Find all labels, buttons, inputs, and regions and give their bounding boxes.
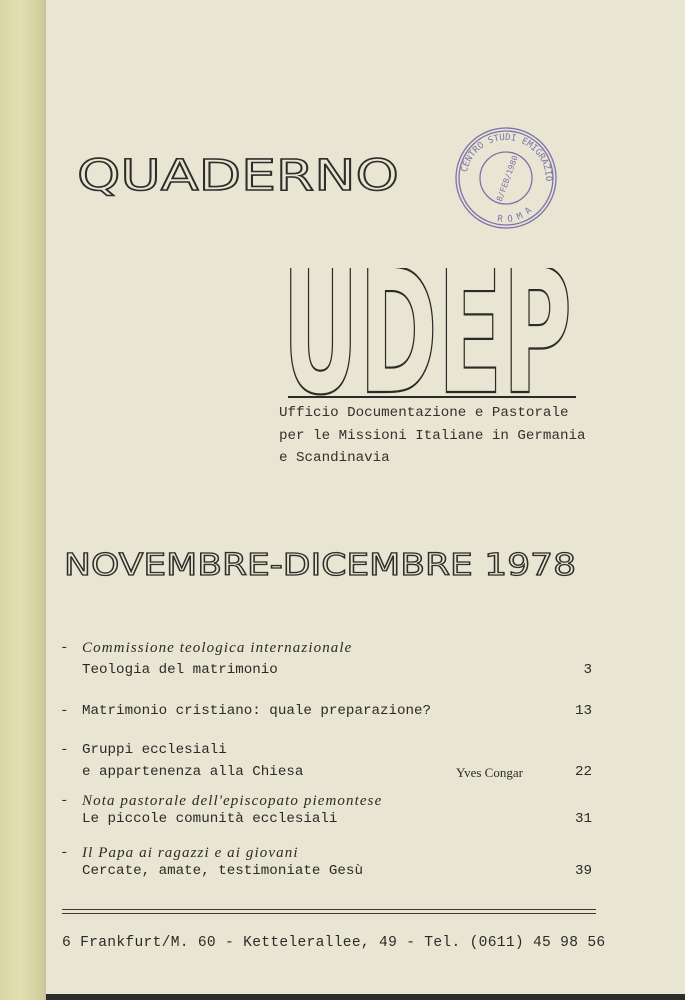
svg-text:CENTRO STUDI EMIGRAZIONE: CENTRO STUDI EMIGRAZIO [459,132,554,182]
bullet-dash: - [60,640,69,656]
divider-rule [62,913,596,914]
bullet-dash: - [60,703,69,719]
org-line-2: per le Missioni Italiane in Germania [279,427,586,444]
toc-page-number: 31 [574,811,592,827]
toc-page-number: 39 [574,863,592,879]
toc-title: Matrimonio cristiano: quale preparazione? [82,703,432,719]
quaderno-text: QUADERNO [77,151,399,200]
toc-entry [60,845,600,885]
publisher-address: 6 Frankfurt/M. 60 - Kettelerallee, 49 - Tel. (0611) 45 98 56 [62,935,606,951]
org-line-3: e Scandinavia [279,450,390,466]
library-stamp [448,122,564,234]
toc-heading: Commissione teologica internazionale [82,640,353,656]
udep-letters: UDEP [282,268,572,400]
toc-page-number: 22 [574,764,592,780]
svg-text:R O M A: R O M A [496,205,535,226]
toc-heading: Il Papa ai ragazzi e ai giovani [82,845,299,861]
organization-description [279,402,586,470]
bullet-dash: - [60,793,69,809]
toc-heading: Nota pastorale dell'episcopato piemontese [82,793,383,809]
toc-title: Teologia del matrimonio [82,662,278,678]
bullet-dash: - [60,742,69,758]
toc-entry [60,793,600,833]
toc-title: Gruppi ecclesiali [82,742,227,758]
toc-page-number: 13 [574,703,592,719]
divider-rule [62,909,596,910]
toc-page-number: 3 [583,662,592,678]
toc-entry [60,703,600,725]
issue-date-text: NOVEMBRE-DICEMBRE 1978 [64,548,576,581]
issue-date [64,545,579,581]
toc-title: Le piccole comunità ecclesiali [82,811,338,827]
svg-text:8/FEB/1980: 8/FEB/1980 [494,154,520,203]
org-line-1: Ufficio Documentazione e Pastorale [279,405,569,421]
toc-entry [60,742,600,786]
page-bottom-edge [46,994,685,1000]
udep-logo [280,268,590,400]
binding-spine [0,0,44,1000]
toc-entry [60,640,600,684]
quaderno-title [75,150,405,200]
toc-author: Yves Congar [456,765,523,780]
toc-subtitle: e appartenenza alla Chiesa [82,764,304,780]
bullet-dash: - [60,845,69,861]
toc-title: Cercate, amate, testimoniate Gesù [82,863,363,879]
